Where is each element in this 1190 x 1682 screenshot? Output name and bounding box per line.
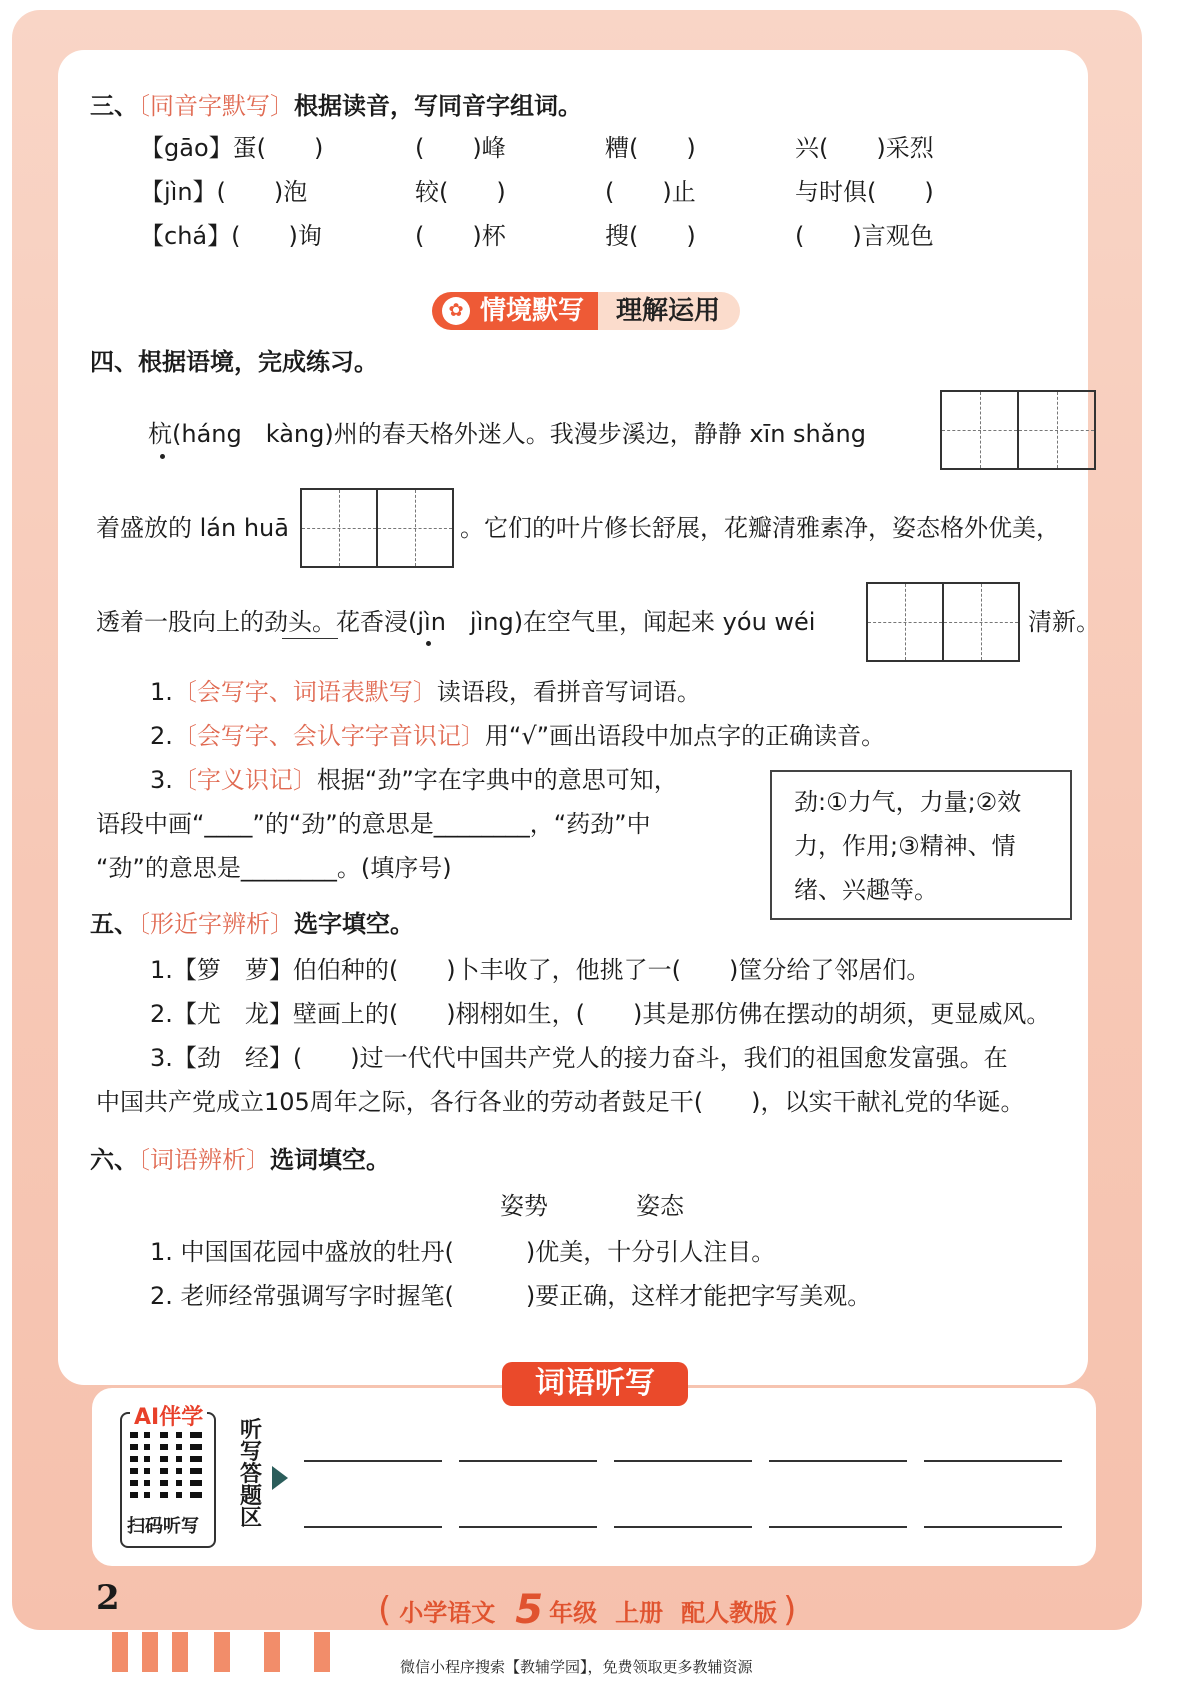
row-gao-1: 【gāo】蛋( ) — [140, 134, 324, 162]
answer-line[interactable] — [304, 1526, 442, 1528]
row-cha-4: ( )言观色 — [795, 222, 934, 250]
question-6-2: 2. 老师经常强调写字时握笔( )要正确，这样才能把字写美观。 — [150, 1282, 872, 1310]
section-5-heading: 五、〔形近字辨析〕选字填空。 — [90, 910, 414, 938]
banner-right: 理解运用 — [598, 292, 740, 330]
question-6-1: 1. 中国国花园中盛放的牡丹( )优美，十分引人注目。 — [150, 1238, 776, 1266]
row-jin-4: 与时俱( ) — [795, 178, 934, 206]
page-number: 2 — [96, 1578, 120, 1618]
emphasis-dot-hang — [160, 454, 165, 459]
row-jin-3: ( )止 — [605, 178, 696, 206]
section-6-heading: 六、〔词语辨析〕选词填空。 — [90, 1146, 390, 1174]
answer-line[interactable] — [459, 1460, 597, 1462]
section-banner — [432, 292, 740, 330]
word-option-2: 姿态 — [636, 1192, 684, 1220]
definition-line-1: 劲:①力气，力量;②效 — [794, 788, 1022, 816]
answer-line[interactable] — [614, 1460, 752, 1462]
row-cha-2: ( )杯 — [415, 222, 506, 250]
answer-line[interactable] — [459, 1526, 597, 1528]
passage-line-1: 杭(háng kàng)州的春天格外迷人。我漫步溪边，静静 xīn shǎng — [148, 420, 866, 448]
section-3-heading: 三、〔同音字默写〕根据读音，写同音字组词。 — [90, 92, 582, 120]
answer-line[interactable] — [614, 1526, 752, 1528]
question-4-3a: 3.〔字义识记〕根据“劲”字在字典中的意思可知， — [150, 766, 678, 794]
passage-line-3a: 透着一股向上的劲头。花香浸(jìn jìng)在空气里，闻起来 yóu wéi — [96, 608, 816, 636]
passage-line-3b: 清新。 — [1028, 608, 1100, 636]
writing-grid-youwei[interactable] — [866, 582, 1020, 662]
answer-line[interactable] — [769, 1460, 907, 1462]
row-gao-2: ( )峰 — [415, 134, 506, 162]
ai-companion-label: AI伴学 — [130, 1400, 207, 1431]
row-gao-3: 糟( ) — [605, 134, 696, 162]
scan-label: 扫码听写 — [127, 1516, 199, 1537]
answer-line[interactable] — [924, 1526, 1062, 1528]
dictionary-definition-box — [770, 770, 1072, 920]
row-jin-2: 较( ) — [415, 178, 506, 206]
definition-line-3: 绪、兴趣等。 — [794, 876, 938, 904]
definition-line-2: 力，作用;③精神、情 — [794, 832, 1016, 860]
passage-line-2a: 着盛放的 lán huā — [96, 514, 289, 542]
section-4-heading: 四、根据语境，完成练习。 — [90, 348, 378, 376]
writing-grid-xinshang[interactable] — [940, 390, 1096, 470]
word-option-1: 姿势 — [500, 1192, 548, 1220]
question-5-3b: 中国共产党成立105周年之际，各行各业的劳动者鼓足干( )，以实干献礼党的华诞。 — [96, 1088, 1025, 1116]
book-info: ( 小学语文 5 年级 上册 配人教版 ) — [378, 1587, 797, 1633]
question-4-3c: “劲”的意思是________。(填序号) — [96, 854, 452, 882]
qr-code-icon[interactable] — [130, 1432, 202, 1504]
question-4-2: 2.〔会写字、会认字字音识记〕用“√”画出语段中加点字的正确读音。 — [150, 722, 886, 750]
answer-line[interactable] — [304, 1460, 442, 1462]
question-4-3b: 语段中画“____”的“劲”的意思是________，“药劲”中 — [96, 810, 651, 838]
question-5-1: 1.【箩 萝】伯伯种的( )卜丰收了，他挑了一( )筐分给了邻居们。 — [150, 956, 931, 984]
passage-line-2b: 。它们的叶片修长舒展，花瓣清雅素净，姿态格外优美， — [460, 514, 1060, 542]
question-5-3a: 3.【劲 经】( )过一代代中国共产党人的接力奋斗，我们的祖国愈发富强。在 — [150, 1044, 1008, 1072]
underline-jintou — [282, 638, 338, 639]
answer-area-label: 听写答题区 — [239, 1418, 262, 1531]
row-cha-1: 【chá】( )询 — [140, 222, 322, 250]
row-jin-1: 【jìn】( )泡 — [140, 178, 308, 206]
flower-icon: ✿ — [442, 297, 470, 325]
row-cha-3: 搜( ) — [605, 222, 696, 250]
promo-note: 微信小程序搜索【教辅学园】，免费领取更多教辅资源 — [400, 1658, 753, 1676]
dictation-title: 词语听写 — [502, 1362, 688, 1406]
banner-left: ✿ 情境默写 — [432, 292, 598, 330]
answer-line[interactable] — [924, 1460, 1062, 1462]
question-5-2: 2.【尤 龙】壁画上的( )栩栩如生，( )其是那仿佛在摆动的胡须，更显威风。 — [150, 1000, 1051, 1028]
question-4-1: 1.〔会写字、词语表默写〕读语段，看拼音写词语。 — [150, 678, 701, 706]
row-gao-4: 兴( )采烈 — [795, 134, 934, 162]
answer-line[interactable] — [769, 1526, 907, 1528]
arrow-right-icon — [272, 1466, 288, 1490]
writing-grid-lanhua[interactable] — [300, 488, 454, 568]
emphasis-dot-jin — [426, 641, 431, 646]
